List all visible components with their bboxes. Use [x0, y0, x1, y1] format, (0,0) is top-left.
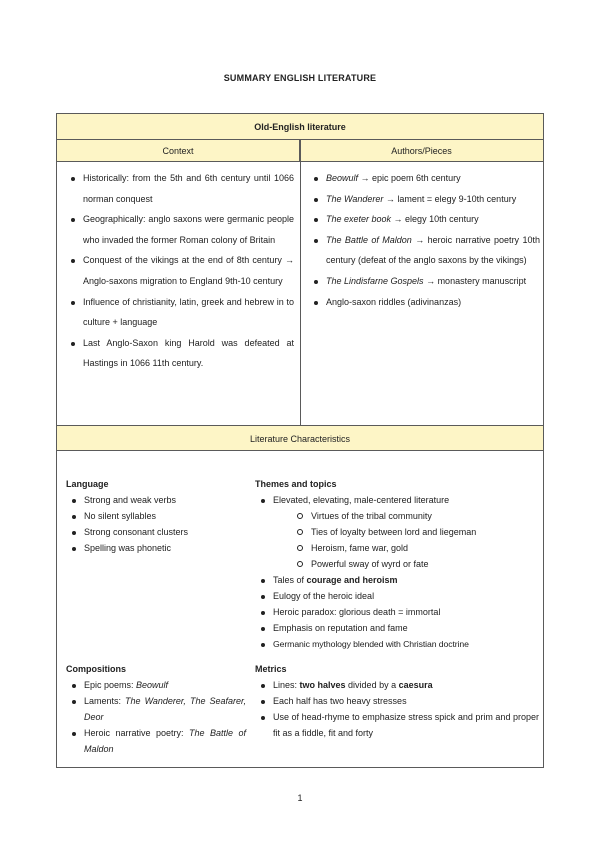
metric-item: Use of head-rhyme to emphasize stress spick and prim and proper fit as a fiddle, fit and forty [255, 709, 539, 741]
author-item [308, 230, 540, 271]
epic-title: Beowulf [136, 680, 169, 690]
lines-bold-2: caesura [398, 680, 433, 690]
work-title: The Lindisfarne Gospels [326, 275, 424, 286]
author-item [308, 209, 540, 230]
themes-section [255, 476, 543, 652]
theme-item [255, 572, 543, 588]
work-description: → monastery manuscript [423, 275, 527, 286]
composition-item [66, 677, 246, 693]
page-number: 1 [297, 793, 303, 803]
metrics-heading: Metrics [255, 664, 287, 674]
heroic-prefix: Heroic narrative poetry: [84, 728, 189, 738]
authors-header: Authors/Pieces [300, 140, 543, 162]
theme-subitem: Heroism, fame war, gold [255, 540, 543, 556]
metric-item: Each half has two heavy stresses [255, 693, 539, 709]
context-list [65, 168, 294, 374]
work-description: Anglo-saxon riddles (adivinanzas) [326, 296, 462, 307]
composition-item [66, 725, 246, 757]
author-item [308, 168, 540, 189]
work-description: → lament = elegy 9-10th century [383, 193, 517, 204]
work-description: → epic poem 6th century [358, 173, 461, 183]
laments-prefix: Laments: [84, 696, 126, 706]
compositions-section [66, 661, 246, 757]
theme-subitem: Ties of loyalty between lord and liegeman [255, 524, 543, 540]
language-item: Strong and weak verbs [66, 492, 251, 508]
laments-titles: The Wanderer, The Seafarer, Deor [84, 696, 246, 722]
context-item: Geographically: anglo saxons were germanic people who invaded the former Roman colony of Britain [65, 209, 294, 250]
metrics-section [255, 661, 539, 741]
work-description: → elegy 10th century [391, 214, 479, 225]
theme-subitem: Powerful sway of wyrd or fate [255, 556, 543, 572]
theme-item: Eulogy of the heroic ideal [255, 588, 543, 604]
theme-item: Emphasis on reputation and fame [255, 620, 543, 636]
authors-list [308, 168, 540, 312]
summary-table [56, 113, 544, 768]
theme-item: Heroic paradox: glorious death = immortal [255, 604, 543, 620]
tales-prefix: Tales of [273, 575, 307, 585]
compositions-heading: Compositions [66, 664, 126, 674]
lines-prefix: Lines: [273, 680, 300, 690]
author-item [308, 292, 540, 313]
composition-item [66, 693, 246, 725]
context-item: Influence of christianity, latin, greek and hebrew in to culture + language [65, 292, 294, 333]
context-item: Historically: from the 5th and 6th century until 1066 norman conquest [65, 168, 294, 209]
section-title: Old-English literature [57, 114, 543, 140]
themes-heading: Themes and topics [255, 479, 337, 489]
context-item: Conquest of the vikings at the end of 8th century → Anglo-saxons migration to England 9th-10 century [65, 250, 294, 291]
theme-item: Germanic mythology blended with Christian doctrine [255, 636, 543, 652]
context-header: Context [57, 140, 300, 162]
metric-item [255, 677, 539, 693]
column-divider [300, 140, 301, 426]
epic-prefix: Epic poems: [84, 680, 137, 690]
work-description: → heroic narrative poetry 10th century (defeat of the anglo saxons by the vikings) [326, 234, 540, 266]
language-item: Spelling was phonetic [66, 540, 251, 556]
work-title: The exeter book [326, 214, 392, 225]
author-item [308, 271, 540, 292]
theme-subitem: Virtues of the tribal community [255, 508, 543, 524]
theme-item: Elevated, elevating, male-centered literature [255, 492, 543, 508]
heroic-title: The Battle of Maldon [84, 728, 246, 754]
language-item: Strong consonant clusters [66, 524, 251, 540]
document-title: SUMMARY ENGLISH LITERATURE [223, 73, 377, 83]
tales-bold: courage and heroism [306, 575, 398, 585]
author-item [308, 189, 540, 210]
work-title: Beowulf [326, 173, 359, 183]
language-heading: Language [66, 479, 109, 489]
language-section [66, 476, 251, 556]
lines-mid: divided by a [345, 680, 399, 690]
lines-bold-1: two halves [299, 680, 346, 690]
context-item: Last Anglo-Saxon king Harold was defeated at Hastings in 1066 11th century. [65, 333, 294, 374]
literature-characteristics-header: Literature Characteristics [57, 425, 543, 451]
work-title: The Wanderer [326, 193, 384, 204]
language-item: No silent syllables [66, 508, 251, 524]
work-title: The Battle of Maldon [326, 234, 412, 245]
